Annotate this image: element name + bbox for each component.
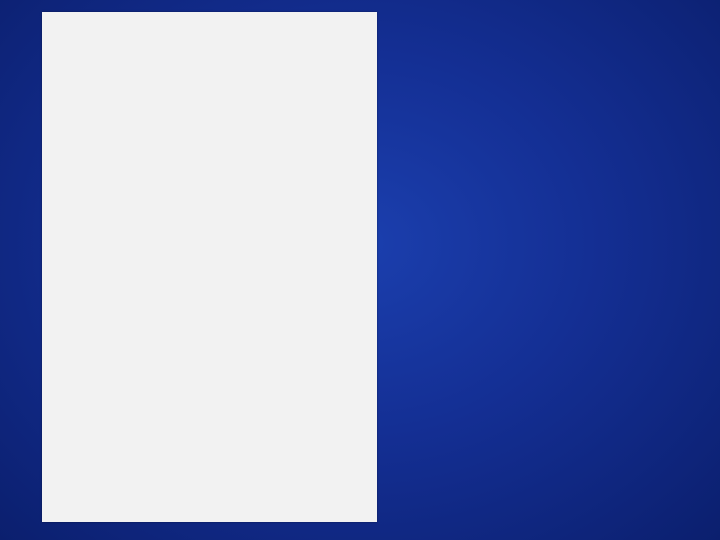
spermatogenesis-figure [42,12,377,522]
spermatogenesis-diagram [42,12,377,522]
